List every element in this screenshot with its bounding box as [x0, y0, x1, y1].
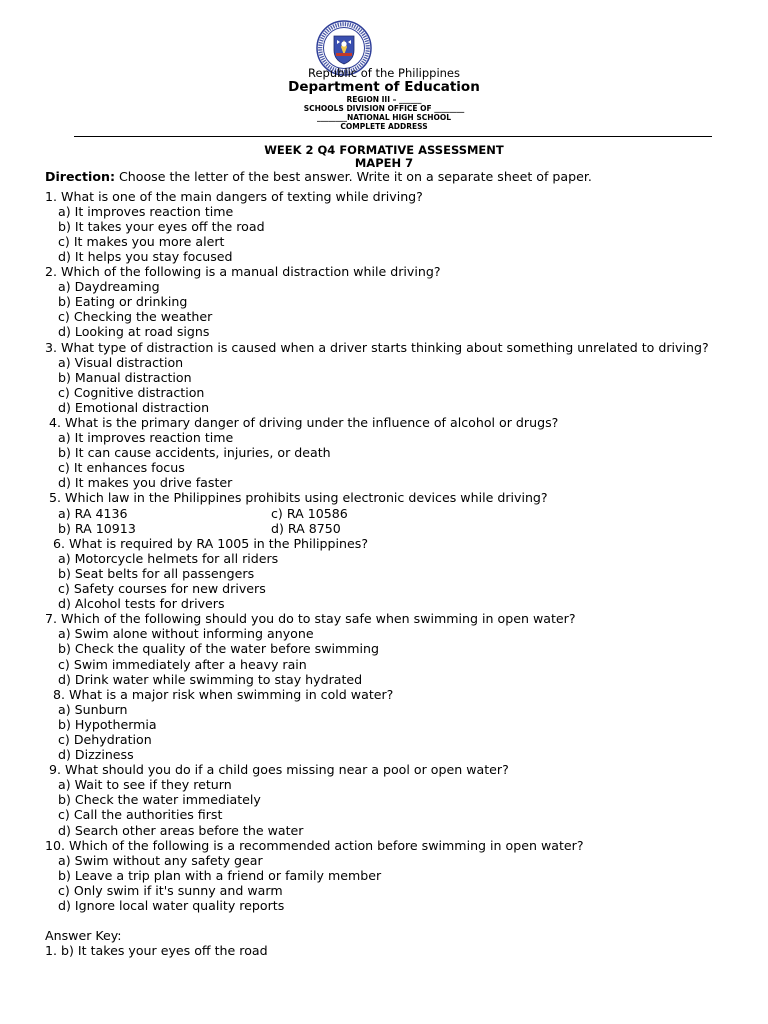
- question-1-option-c: c) It makes you more alert: [58, 233, 225, 249]
- question-10-option-c: c) Only swim if it's sunny and warm: [58, 882, 283, 898]
- question-8-option-a: a) Sunburn: [58, 701, 128, 717]
- assessment-body: [45, 169, 735, 958]
- question-3-option-c: c) Cognitive distraction: [58, 384, 205, 400]
- question-7-option-b: b) Check the quality of the water before swimming: [58, 641, 380, 657]
- question-1-option-b: b) It takes your eyes off the road: [58, 218, 265, 234]
- question-4-option-c: c) It enhances focus: [58, 460, 185, 476]
- question-7-option-d: d) Drink water while swimming to stay hydrated: [58, 671, 363, 687]
- question-9-option-b: b) Check the water immediately: [58, 792, 261, 808]
- question-8-option-b: b) Hypothermia: [58, 716, 157, 732]
- answer-key-label: Answer Key:: [45, 928, 122, 944]
- school-line: ________NATIONAL HIGH SCHOOL: [316, 113, 452, 122]
- assessment-title: WEEK 2 Q4 FORMATIVE ASSESSMENT: [264, 143, 504, 157]
- question-3: 3. What type of distraction is caused when a driver starts thinking about something unrelated to driving?: [45, 339, 709, 355]
- question-5-option-d: d) RA 8750: [271, 520, 341, 536]
- question-3-option-b: b) Manual distraction: [58, 369, 192, 385]
- question-4-option-d: d) It makes you drive faster: [58, 475, 233, 491]
- answer-key-item-1: 1. b) It takes your eyes off the road: [45, 943, 268, 959]
- direction-label: Direction:: [45, 169, 115, 184]
- question-7-option-a: a) Swim alone without informing anyone: [58, 626, 314, 642]
- region-line: REGION III – ______: [346, 95, 422, 104]
- question-9-option-a: a) Wait to see if they return: [58, 777, 232, 793]
- question-4-option-a: a) It improves reaction time: [58, 430, 234, 446]
- question-3-option-d: d) Emotional distraction: [58, 399, 210, 415]
- question-5-options-row-1: [45, 506, 735, 521]
- question-1: 1. What is one of the main dangers of texting while driving?: [45, 188, 423, 204]
- question-5-option-b: b) RA 10913: [58, 520, 136, 536]
- department-title: Department of Education: [288, 79, 480, 95]
- question-2-option-a: a) Daydreaming: [58, 279, 160, 295]
- question-2-option-c: c) Checking the weather: [58, 309, 213, 325]
- address-line: COMPLETE ADDRESS: [340, 122, 428, 131]
- question-5-option-c: c) RA 10586: [271, 505, 348, 521]
- question-10-option-a: a) Swim without any safety gear: [58, 852, 263, 868]
- assessment-subject: MAPEH 7: [354, 156, 414, 170]
- question-2: 2. Which of the following is a manual distraction while driving?: [45, 264, 441, 280]
- question-1-option-a: a) It improves reaction time: [58, 203, 234, 219]
- question-2-option-d: d) Looking at road signs: [58, 324, 210, 340]
- question-5: 5. Which law in the Philippines prohibits using electronic devices while driving?: [45, 490, 548, 506]
- republic-line: Republic of the Philippines: [307, 66, 461, 80]
- question-10: 10. Which of the following is a recommended action before swimming in open water?: [45, 837, 584, 853]
- header-divider: [74, 136, 712, 137]
- direction-text: Choose the letter of the best answer. Write it on a separate sheet of paper.: [114, 169, 592, 184]
- question-10-option-d: d) Ignore local water quality reports: [58, 898, 285, 913]
- question-4-option-b: b) It can cause accidents, injuries, or death: [58, 445, 331, 461]
- question-2-option-b: b) Eating or drinking: [58, 294, 188, 310]
- direction: [45, 169, 735, 184]
- division-line: SCHOOLS DIVISION OFFICE OF ________: [303, 104, 465, 113]
- question-8: 8. What is a major risk when swimming in cold water?: [45, 686, 394, 702]
- question-6-option-d: d) Alcohol tests for drivers: [58, 596, 225, 612]
- question-6-option-a: a) Motorcycle helmets for all riders: [58, 550, 279, 566]
- question-6: 6. What is required by RA 1005 in the Philippines?: [45, 535, 369, 551]
- question-9: 9. What should you do if a child goes missing near a pool or open water?: [45, 762, 509, 778]
- question-9-option-d: d) Search other areas before the water: [58, 822, 304, 838]
- question-10-option-b: b) Leave a trip plan with a friend or family member: [58, 867, 382, 883]
- question-8-option-d: d) Dizziness: [58, 747, 134, 763]
- question-1-option-d: d) It helps you stay focused: [58, 248, 233, 264]
- question-4: 4. What is the primary danger of driving under the influence of alcohol or drugs?: [45, 415, 559, 430]
- question-7: 7. Which of the following should you do to stay safe when swimming in open water?: [45, 611, 576, 627]
- question-6-option-b: b) Seat belts for all passengers: [58, 565, 255, 581]
- question-3-option-a: a) Visual distraction: [58, 354, 184, 370]
- question-5-options-row-2: [45, 521, 735, 536]
- question-5-option-a: a) RA 4136: [58, 505, 128, 521]
- question-9-option-c: c) Call the authorities first: [58, 807, 223, 823]
- question-6-option-c: c) Safety courses for new drivers: [58, 581, 266, 597]
- question-7-option-c: c) Swim immediately after a heavy rain: [58, 656, 307, 672]
- question-8-option-c: c) Dehydration: [58, 731, 152, 747]
